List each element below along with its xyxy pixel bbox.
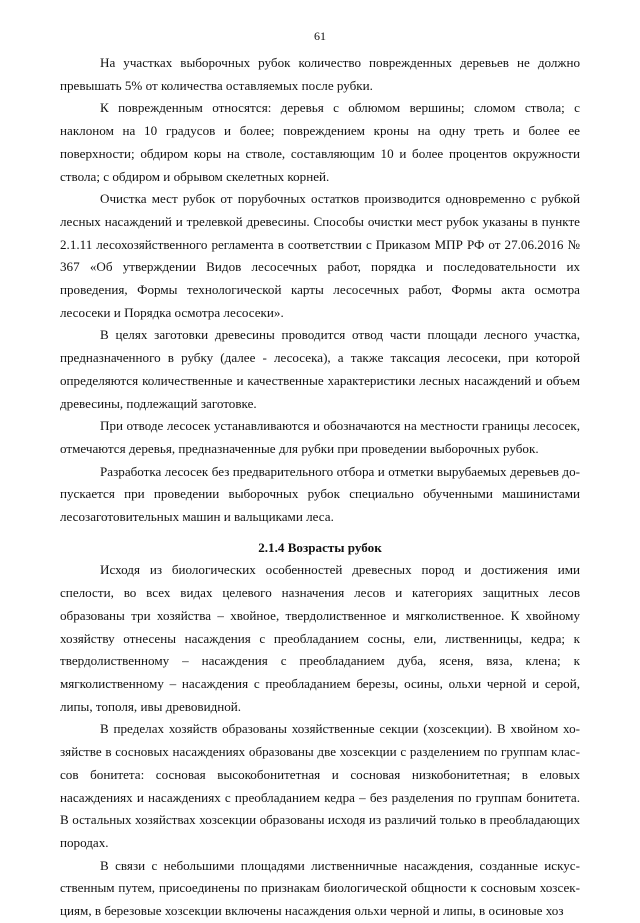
paragraph-forest-economies: Исходя из биологических особенностей древесных пород и достижения ими спелости, во всех видах целевого назначения лесов и категориях защитных лесов образованы три хозяйства – хвойное, твердолиственное и мягколиственное. К хвойному хозяйству отнесены насаждения с преобладанием сосны, ели, лиственницы, кедра; к твердолиственному – насаждения с преобладанием дуба, ясеня, вяза, клена; к мягколиственному – насаждения с преобладанием березы, осины, ольхи черной и серой, липы, тополя, ивы древовидной. [60,562,580,714]
paragraph-damaged-trees-limit: На участках выборочных рубок количество поврежденных деревьев не должно превышать 5% от количества оставляемых после рубки. [60,55,580,93]
section-heading: 2.1.4 Возрасты рубок [258,539,382,555]
paragraph-damaged-trees-definition: К поврежденным относятся: деревья с облюмом вершины; сломом ствола; с наклоном на 10 градусов и более; повреждением кроны на одну треть и более ее поверхности; обдиром коры на стволе, составляющим 10 и более процентов окружности ствола; с обдиром и обрывом скелетных корней. [60,100,580,184]
paragraph-cutting-without-marking: Разработка лесосек без предварительного отбора и отметки вырубаемых деревьев допускается при проведении выборочных рубок специально обученными машинистами лесозаготовительных машин и вальщиками леса. [60,463,580,525]
paragraph-larch-plantations: В связи с небольшими площадями лиственничные насаждения, созданные искусственным путем, присоединены по признакам биологической общности к сосновым хозсекциям, в березовые хозсекции включены насаждения ольхи черной и липы, в осиновые хоз [60,857,580,919]
paragraph-cutting-area-boundaries: При отводе лесосек устанавливаются и обозначаются на местности границы лесосек, отмечаются деревья, предназначенные для рубки при проведении выборочных рубок. [60,418,580,456]
page-number: 61 [314,29,326,43]
paragraph-cutting-area-allotment: В целях заготовки древесины проводится отвод части площади лесного участка, предназначенного в рубку (далее - лесосека), а также таксация лесосеки, при которой определяются количественные и качественные характеристики лесных насаждений и объем древесины, подлежащий заготовке. [60,327,580,411]
paragraph-cleaning-cutting-sites: Очистка мест рубок от порубочных остатков производится одновременно с рубкой лесных насаждений и трелевкой древесины. Способы очистки мест рубок указаны в пункте 2.1.11 лесохозяйственного регламента в соответствии с Приказом МПР РФ от 27.06.2016 № 367 «Об утверждении Видов лесосечных работ, порядка и последовательности их проведения, Формы технологической карты лесосечных работ, Формы акта осмотра лесосеки и Порядка осмотра лесосеки». [60,191,580,320]
paragraph-economic-sections: В пределах хозяйств образованы хозяйственные секции (хозсекции). В хвойном хозяйстве в сосновых насаждениях образованы две хозсекции с разделением по группам классов бонитета: сосновая высокобонитетная и сосновая низкобонитетная; в еловых насаждениях и насаждениях с преобладанием кедра – без разделения по группам бонитета. В остальных хозяйствах хозсекции образованы исходя из различий только в преобладающих породах. [60,721,580,850]
